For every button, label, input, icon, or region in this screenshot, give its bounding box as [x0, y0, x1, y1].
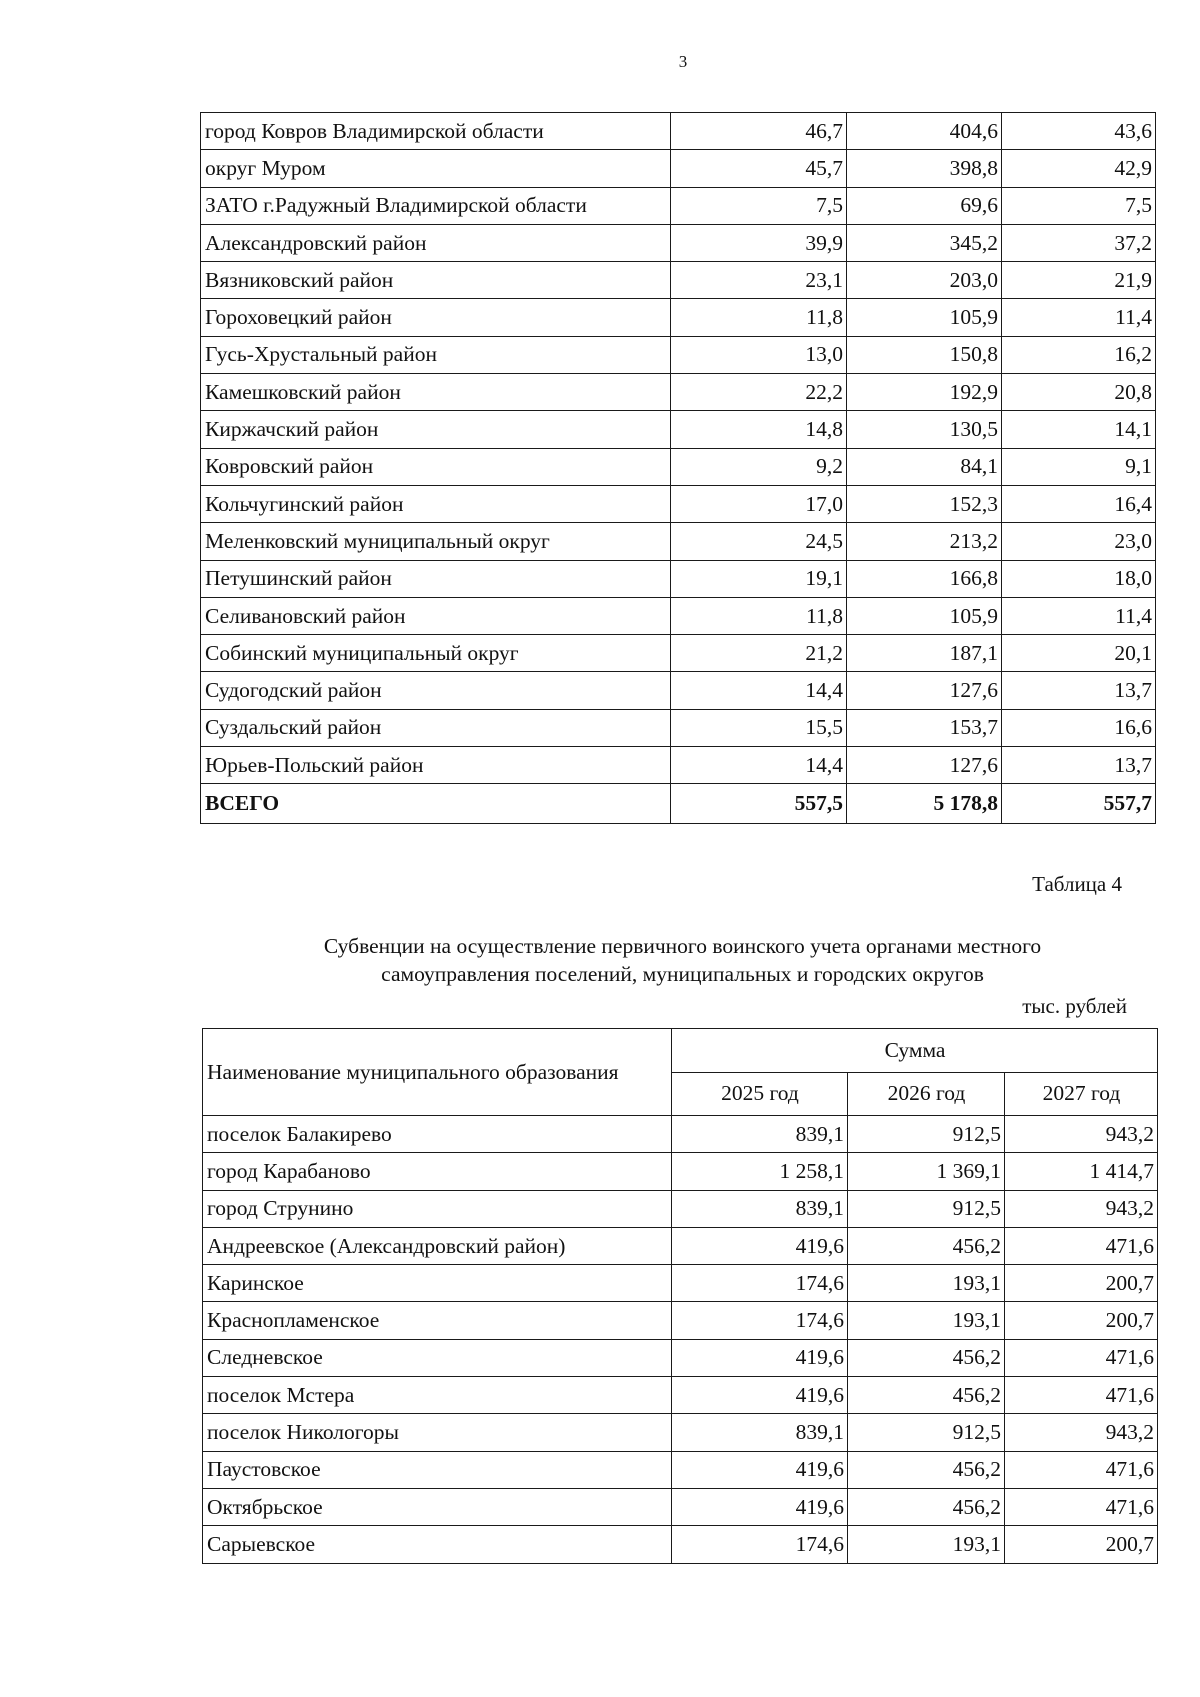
cell-2026: 192,9: [847, 374, 1002, 411]
cell-name: Краснопламенское: [203, 1302, 672, 1339]
cell-name: поселок Никологоры: [203, 1414, 672, 1451]
cell-2026: 345,2: [847, 224, 1002, 261]
table-row: [201, 747, 1156, 784]
cell-2025: 22,2: [671, 374, 847, 411]
cell-2026: 398,8: [847, 150, 1002, 187]
cell-2027: 23,0: [1002, 523, 1156, 560]
table-row: [203, 1116, 1158, 1153]
cell-2026: 456,2: [848, 1488, 1005, 1525]
table-row: [201, 113, 1156, 150]
cell-2027: 943,2: [1005, 1414, 1158, 1451]
cell-2026: 203,0: [847, 262, 1002, 299]
table-row: [203, 1488, 1158, 1525]
cell-name: Селивановский район: [201, 597, 671, 634]
cell-2025: 17,0: [671, 485, 847, 522]
cell-name: Киржачский район: [201, 411, 671, 448]
cell-2025: 174,6: [672, 1265, 848, 1302]
cell-2027: 37,2: [1002, 224, 1156, 261]
table-row: [201, 560, 1156, 597]
table-3-body: [201, 113, 1156, 824]
cell-name: город Струнино: [203, 1190, 672, 1227]
cell-2025: 419,6: [672, 1339, 848, 1376]
table-row: [201, 336, 1156, 373]
cell-2027: 14,1: [1002, 411, 1156, 448]
table-4-body: [203, 1116, 1158, 1564]
cell-2027: 20,1: [1002, 635, 1156, 672]
cell-name: поселок Мстера: [203, 1377, 672, 1414]
cell-2026: 1 369,1: [848, 1153, 1005, 1190]
cell-2025: 14,4: [671, 672, 847, 709]
cell-2027: 471,6: [1005, 1227, 1158, 1264]
cell-2026: 456,2: [848, 1377, 1005, 1414]
cell-2025: 11,8: [671, 299, 847, 336]
cell-2027: 13,7: [1002, 747, 1156, 784]
table-row: [201, 709, 1156, 746]
cell-2026: 193,1: [848, 1302, 1005, 1339]
cell-2027: 471,6: [1005, 1339, 1158, 1376]
cell-2027: 200,7: [1005, 1265, 1158, 1302]
cell-2026: 912,5: [848, 1116, 1005, 1153]
cell-name: город Ковров Владимирской области: [201, 113, 671, 150]
cell-name: Гусь-Хрустальный район: [201, 336, 671, 373]
cell-2027: 16,6: [1002, 709, 1156, 746]
cell-2025: 46,7: [671, 113, 847, 150]
cell-2026: 105,9: [847, 299, 1002, 336]
cell-2025: 7,5: [671, 187, 847, 224]
cell-2027: 200,7: [1005, 1302, 1158, 1339]
cell-name: Октябрьское: [203, 1488, 672, 1525]
cell-name: Александровский район: [201, 224, 671, 261]
table-row: [201, 299, 1156, 336]
table-row: [203, 1526, 1158, 1563]
cell-name: Ковровский район: [201, 448, 671, 485]
table-3-continued: [200, 112, 1156, 824]
cell-name: Камешковский район: [201, 374, 671, 411]
cell-name: поселок Балакирево: [203, 1116, 672, 1153]
cell-name: Собинский муниципальный округ: [201, 635, 671, 672]
cell-name: Судогодский район: [201, 672, 671, 709]
cell-2026: 153,7: [847, 709, 1002, 746]
cell-2026: 130,5: [847, 411, 1002, 448]
cell-2026: 69,6: [847, 187, 1002, 224]
cell-2027: 943,2: [1005, 1116, 1158, 1153]
table-row: [201, 672, 1156, 709]
cell-name: Юрьев-Польский район: [201, 747, 671, 784]
table-row: [203, 1153, 1158, 1190]
cell-2025: 19,1: [671, 560, 847, 597]
table-row: [201, 411, 1156, 448]
cell-2025: 419,6: [672, 1227, 848, 1264]
cell-2026: 193,1: [848, 1265, 1005, 1302]
header-name: Наименование муниципального образования: [203, 1029, 672, 1116]
cell-2026: 456,2: [848, 1451, 1005, 1488]
cell-2025: 39,9: [671, 224, 847, 261]
cell-2026: 912,5: [848, 1414, 1005, 1451]
cell-name: город Карабаново: [203, 1153, 672, 1190]
cell-name: Кольчугинский район: [201, 485, 671, 522]
table-row: [201, 485, 1156, 522]
table-4-units: тыс. рублей: [1022, 994, 1127, 1018]
cell-2025: 24,5: [671, 523, 847, 560]
table-row: [201, 224, 1156, 261]
table-row: [201, 187, 1156, 224]
table-row: [201, 635, 1156, 672]
cell-2026: 193,1: [848, 1526, 1005, 1563]
table-row: [201, 262, 1156, 299]
table-row: [203, 1190, 1158, 1227]
table-row: [203, 1414, 1158, 1451]
cell-2026: 912,5: [848, 1190, 1005, 1227]
table-row: [201, 597, 1156, 634]
cell-name: Сарыевское: [203, 1526, 672, 1563]
cell-2026: 456,2: [848, 1339, 1005, 1376]
cell-2025: 13,0: [671, 336, 847, 373]
header-year-2025: 2025 год: [672, 1072, 848, 1116]
total-2026: 5 178,8: [847, 784, 1002, 824]
cell-2025: 14,4: [671, 747, 847, 784]
table-row: [203, 1451, 1158, 1488]
cell-2027: 18,0: [1002, 560, 1156, 597]
cell-2025: 11,8: [671, 597, 847, 634]
cell-2025: 839,1: [672, 1190, 848, 1227]
total-row: [201, 784, 1156, 824]
table-row: [201, 523, 1156, 560]
cell-2027: 21,9: [1002, 262, 1156, 299]
header-sum: Сумма: [672, 1029, 1158, 1073]
header-year-2027: 2027 год: [1005, 1072, 1158, 1116]
cell-2026: 127,6: [847, 747, 1002, 784]
cell-2027: 471,6: [1005, 1451, 1158, 1488]
table-4-title-line-1: Субвенции на осуществление первичного воинского учета органами местного: [323, 934, 1042, 958]
cell-name: Меленковский муниципальный округ: [201, 523, 671, 560]
cell-2025: 23,1: [671, 262, 847, 299]
cell-2025: 419,6: [672, 1451, 848, 1488]
cell-name: Следневское: [203, 1339, 672, 1376]
table-row: [203, 1302, 1158, 1339]
cell-2026: 127,6: [847, 672, 1002, 709]
total-2025: 557,5: [671, 784, 847, 824]
table-4: [202, 1028, 1158, 1564]
cell-2027: 42,9: [1002, 150, 1156, 187]
table-4-label: Таблица 4: [1032, 872, 1122, 896]
table-row: [203, 1265, 1158, 1302]
cell-2025: 15,5: [671, 709, 847, 746]
table-row: [203, 1339, 1158, 1376]
header-year-2026: 2026 год: [848, 1072, 1005, 1116]
cell-2027: 9,1: [1002, 448, 1156, 485]
cell-2027: 471,6: [1005, 1377, 1158, 1414]
table-4-title-line-2: самоуправления поселений, муниципальных и городских округов: [381, 962, 984, 986]
table-4-header: [203, 1029, 1158, 1116]
cell-2027: 11,4: [1002, 597, 1156, 634]
cell-2025: 9,2: [671, 448, 847, 485]
cell-2025: 174,6: [672, 1302, 848, 1339]
page-number: 3: [678, 52, 688, 71]
cell-name: ЗАТО г.Радужный Владимирской области: [201, 187, 671, 224]
table-row: [203, 1227, 1158, 1264]
cell-2025: 419,6: [672, 1377, 848, 1414]
cell-2026: 84,1: [847, 448, 1002, 485]
cell-name: Петушинский район: [201, 560, 671, 597]
table-row: [201, 374, 1156, 411]
cell-2027: 7,5: [1002, 187, 1156, 224]
cell-name: Вязниковский район: [201, 262, 671, 299]
cell-2025: 174,6: [672, 1526, 848, 1563]
cell-2026: 404,6: [847, 113, 1002, 150]
cell-2026: 152,3: [847, 485, 1002, 522]
cell-2025: 14,8: [671, 411, 847, 448]
cell-name: Суздальский район: [201, 709, 671, 746]
cell-2027: 200,7: [1005, 1526, 1158, 1563]
table-row: [203, 1377, 1158, 1414]
cell-2027: 16,4: [1002, 485, 1156, 522]
cell-name: Андреевское (Александровский район): [203, 1227, 672, 1264]
cell-2025: 1 258,1: [672, 1153, 848, 1190]
cell-2027: 43,6: [1002, 113, 1156, 150]
cell-2025: 21,2: [671, 635, 847, 672]
cell-2027: 16,2: [1002, 336, 1156, 373]
table-row: [201, 150, 1156, 187]
table-row: [201, 448, 1156, 485]
cell-name: Паустовское: [203, 1451, 672, 1488]
cell-2027: 471,6: [1005, 1488, 1158, 1525]
cell-2025: 839,1: [672, 1116, 848, 1153]
cell-name: Гороховецкий район: [201, 299, 671, 336]
cell-2025: 839,1: [672, 1414, 848, 1451]
cell-2026: 187,1: [847, 635, 1002, 672]
cell-2027: 13,7: [1002, 672, 1156, 709]
cell-2027: 20,8: [1002, 374, 1156, 411]
table-4-title: [210, 932, 1155, 988]
cell-2025: 45,7: [671, 150, 847, 187]
cell-2026: 105,9: [847, 597, 1002, 634]
cell-name: Каринское: [203, 1265, 672, 1302]
cell-2025: 419,6: [672, 1488, 848, 1525]
cell-2026: 213,2: [847, 523, 1002, 560]
total-2027: 557,7: [1002, 784, 1156, 824]
cell-2026: 150,8: [847, 336, 1002, 373]
cell-2026: 456,2: [848, 1227, 1005, 1264]
cell-2027: 943,2: [1005, 1190, 1158, 1227]
cell-2027: 1 414,7: [1005, 1153, 1158, 1190]
cell-2027: 11,4: [1002, 299, 1156, 336]
cell-2026: 166,8: [847, 560, 1002, 597]
cell-name: округ Муром: [201, 150, 671, 187]
total-label: ВСЕГО: [201, 784, 671, 824]
